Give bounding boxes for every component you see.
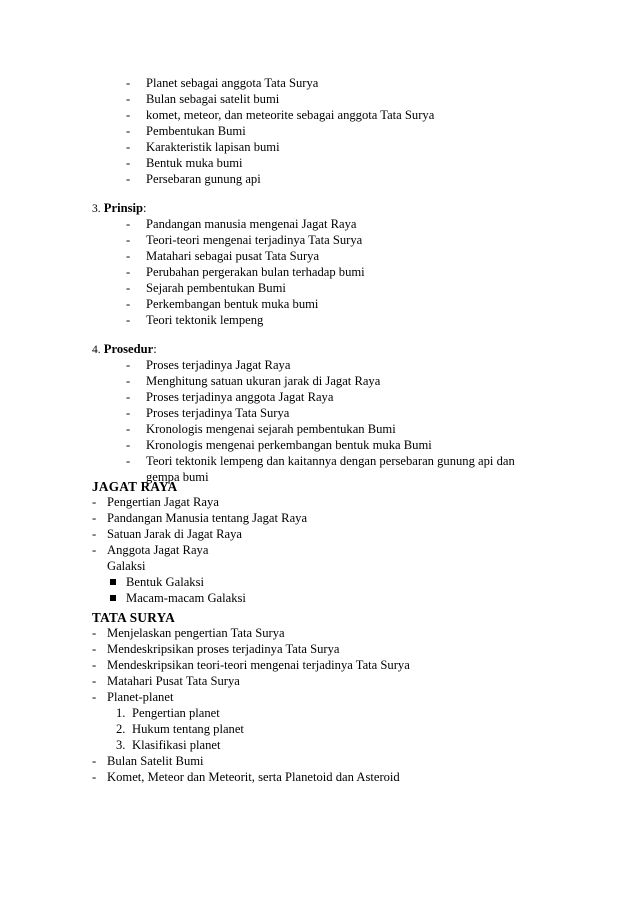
section-title-tata-surya: TATA SURYA bbox=[92, 610, 176, 625]
prosedur-heading: 4. Prosedur: bbox=[92, 342, 157, 356]
square-bullet-icon bbox=[110, 595, 116, 601]
galaksi-label: Galaksi bbox=[107, 559, 146, 573]
prinsip-heading: 3. Prinsip: bbox=[92, 201, 147, 215]
document-page: - Planet sebagai anggota Tata Surya - Bulan sebagai satelit bumi - komet, meteor, dan meteorite sebagai anggota Tata Surya - Pembentukan Bumi - Karakteristik lapisan bumi - Bentuk muka bumi - Persebaran gunung api 3. Prinsip: - Pandangan manusia mengenai Jagat Raya - Teori-teori mengenai terjadinya Tata Surya - Matahari sebagai pusat Tata Surya - Perubahan pergerakan bulan terhadap bumi - Sejarah pembentukan Bumi - Perkembangan bentuk muka bumi - Teori tektonik lempeng 4. Prosedur: - Proses terjadinya Jagat Raya - Menghitung satuan ukuran jarak di Jagat Raya - Proses terjadinya anggota Jagat Raya - Proses terjadinya Tata Surya - Kronologis mengenai sejarah pembentukan Bumi - Kronologis mengenai perkembangan bentuk muka Bumi - Teori tektonik lempeng dan kaitannya dengan persebaran gunung api dan gempa bumi JAGAT RAYA - Pengertian Jagat Raya - Pandangan Manusia tentang Jagat Raya - Satuan Jarak di Jagat Raya - Anggota Jagat Raya Galaksi Bentuk Galaksi Macam-macam Galaksi TATA SURYA - Menjelaskan pengertian Tata Surya - Mendeskripsikan proses terjadinya Tata Surya - Mendeskripsikan teori-teori mengenai terjadinya Tata Surya - Matahari Pusat Tata Surya - Planet-planet 1. Pengertian planet 2. Hukum tentang planet 3. Klasifikasi planet - Bulan Satelit Bumi - Komet, Meteor dan Meteorit, serta Planetoid dan Asteroid bbox=[92, 76, 515, 784]
square-bullet-icon bbox=[110, 579, 116, 585]
section-title-jagat-raya: JAGAT RAYA bbox=[92, 479, 178, 494]
list-item-continuation: gempa bumi bbox=[146, 470, 209, 484]
